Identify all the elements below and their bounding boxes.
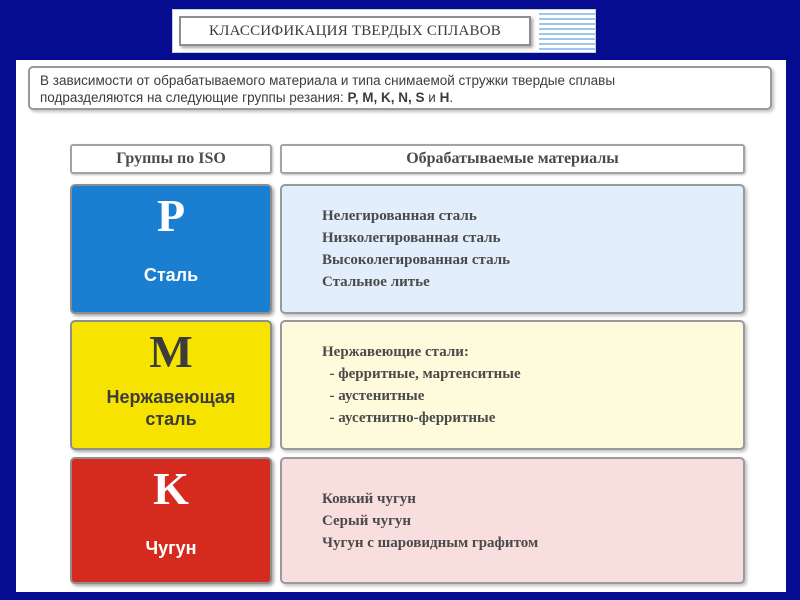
intro-box [28, 66, 772, 110]
group-card-m [70, 320, 272, 450]
material-item: Нелегированная сталь [322, 208, 477, 224]
material-item: Ковкий чугун [322, 490, 416, 507]
intro-end: . [449, 90, 454, 105]
title-bar [172, 9, 596, 53]
group-card-p [70, 184, 272, 314]
material-item: - ферритные, мартенситные [322, 366, 521, 382]
materials-box-p [280, 184, 745, 314]
header-iso-groups [70, 144, 272, 174]
group-letter-k: K [153, 463, 189, 514]
material-item: - аусетнитно-ферритные [322, 410, 496, 426]
intro-line-2 [40, 89, 760, 106]
material-item: Стальное литье [322, 274, 430, 290]
page-title-text: КЛАССИФИКАЦИЯ ТВЕРДЫХ СПЛАВОВ [209, 22, 501, 39]
group-name-p: Сталь [143, 265, 199, 285]
material-item: Чугун с шаровидным графитом [322, 534, 539, 551]
material-item: Низколегированная сталь [322, 230, 501, 246]
materials-box-k [280, 457, 745, 584]
page-title [179, 16, 531, 46]
intro-line-1: В зависимости от обрабатываемого материала и типа снимаемой стружки твердые сплавы [40, 73, 616, 88]
content-panel [16, 60, 786, 592]
intro-and: и [424, 90, 440, 105]
header-iso-groups-label: Группы по ISO [116, 150, 226, 167]
group-name-m-line1: Нержавеющая [106, 387, 236, 407]
intro-groups: P, M, K, N, S [347, 90, 425, 105]
intro-line-2-prefix: подразделяются на следующие группы резания: [40, 90, 348, 105]
group-letter-m: M [149, 326, 193, 377]
decorative-stripes [539, 10, 595, 52]
header-materials [280, 144, 745, 174]
intro-last-group: H [439, 90, 450, 105]
group-card-k [70, 457, 272, 584]
materials-box-m [280, 320, 745, 450]
group-name-m-line2: сталь [145, 409, 197, 429]
material-item: Нержавеющие стали: [322, 344, 469, 360]
material-item: Серый чугун [322, 512, 412, 529]
group-letter-p: P [156, 190, 186, 241]
material-item: - аустенитные [322, 388, 425, 404]
group-name-k: Чугун [145, 538, 197, 558]
header-materials-label: Обрабатываемые материалы [406, 150, 619, 167]
material-item: Высоколегированная сталь [322, 252, 511, 268]
